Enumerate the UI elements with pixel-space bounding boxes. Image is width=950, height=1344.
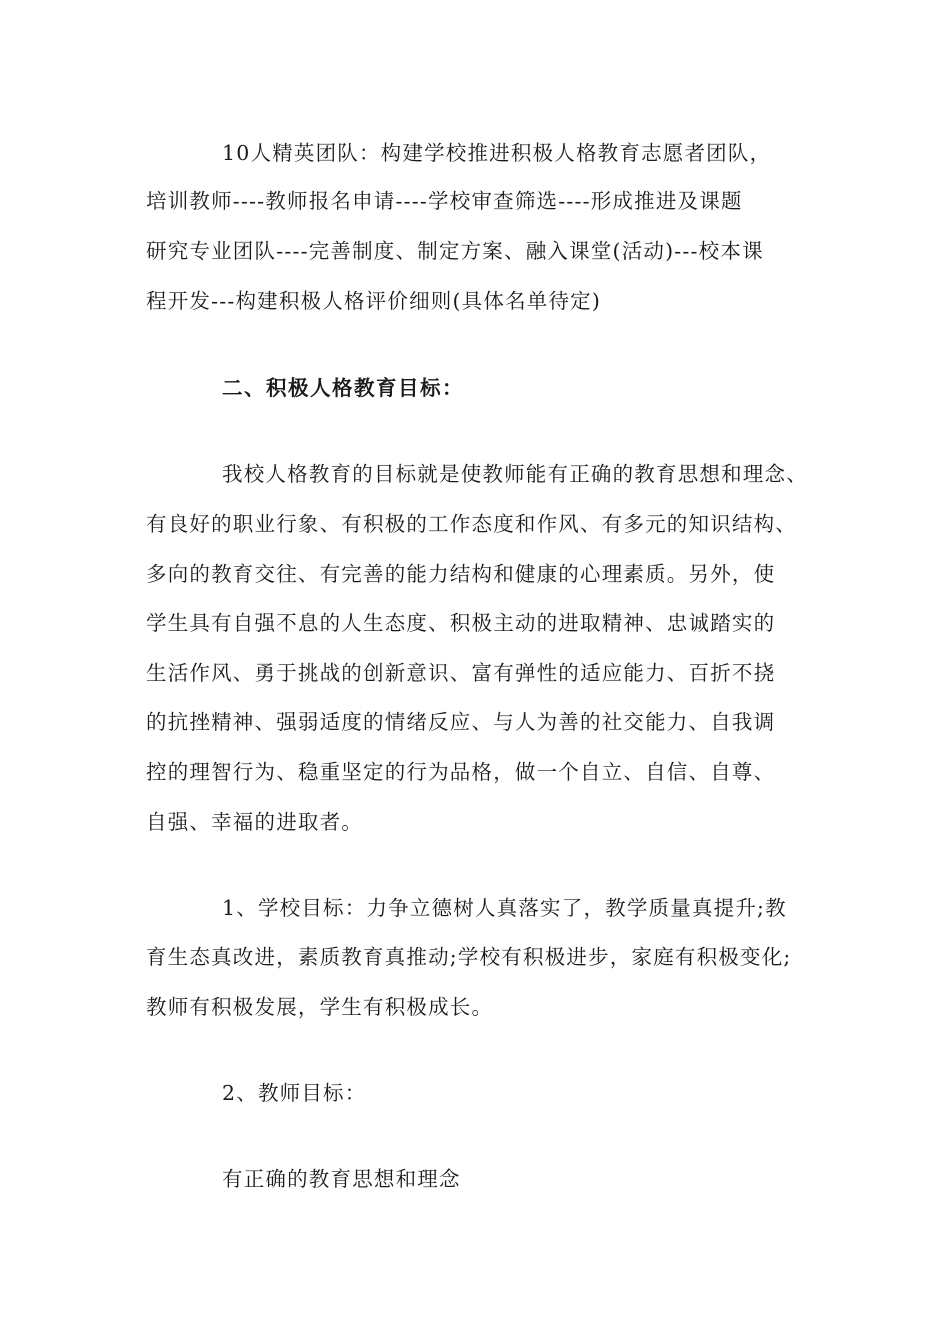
paragraph-2-line-3: 多向的教育交往、有完善的能力结构和健康的心理素质。另外，使: [146, 562, 776, 586]
paragraph-2-line-7: 控的理智行为、稳重坚定的行为品格，做一个自立、自信、自尊、: [146, 760, 776, 784]
paragraph-3-line-2: 育生态真改进，素质教育真推动;学校有积极进步，家庭有积极变化;: [146, 945, 792, 969]
paragraph-3-line-1: 1、学校目标：力争立德树人真落实了，教学质量真提升;教: [222, 896, 787, 920]
paragraph-2-line-2: 有良好的职业行象、有积极的工作态度和作风、有多元的知识结构、: [146, 512, 797, 536]
paragraph-1-line-3: 研究专业团队----完善制度、制定方案、融入课堂(活动)---校本课: [146, 239, 764, 263]
paragraph-2-line-4: 学生具有自强不息的人生态度、积极主动的进取精神、忠诚踏实的: [146, 611, 776, 635]
paragraph-1-line-4: 程开发---构建积极人格评价细则(具体名单待定): [146, 289, 602, 313]
paragraph-2-line-6: 的抗挫精神、强弱适度的情绪反应、与人为善的社交能力、自我调: [146, 710, 776, 734]
paragraph-1-line-2: 培训教师----教师报名申请----学校审查筛选----形成推进及课题: [146, 189, 743, 213]
section-heading-goals: 二、积极人格教育目标：: [222, 376, 464, 400]
paragraph-2-line-5: 生活作风、勇于挑战的创新意识、富有弹性的适应能力、百折不挠: [146, 661, 776, 685]
paragraph-3-line-3: 教师有积极发展，学生有积极成长。: [146, 995, 494, 1019]
teacher-goals-heading: 2、教师目标：: [222, 1081, 367, 1105]
teacher-goal-item: 有正确的教育思想和理念: [222, 1167, 461, 1191]
paragraph-2-line-1: 我校人格教育的目标就是使教师能有正确的教育思想和理念、: [222, 462, 808, 486]
paragraph-1-line-1: 10人精英团队：构建学校推进积极人格教育志愿者团队，: [222, 141, 772, 165]
paragraph-2-line-8: 自强、幸福的进取者。: [146, 810, 363, 834]
